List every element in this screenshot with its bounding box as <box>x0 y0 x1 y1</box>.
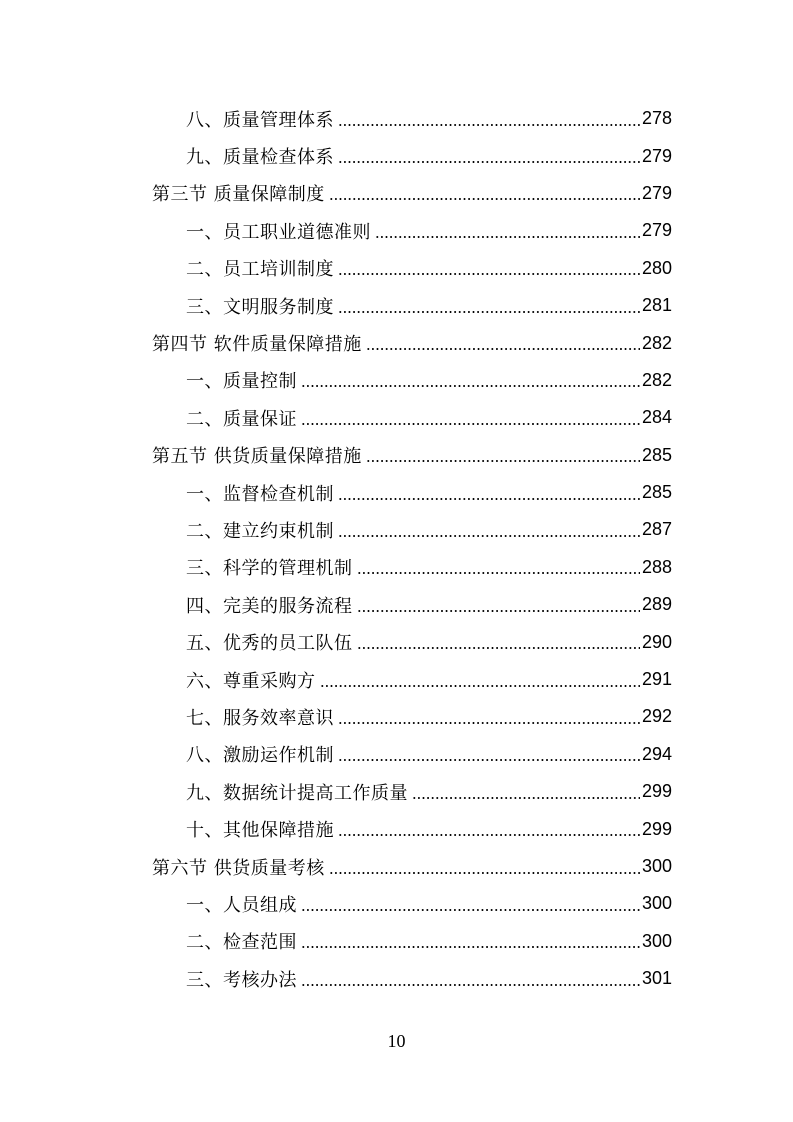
toc-dot-leader <box>338 821 640 841</box>
toc-entry-title: 二、建立约束机制 <box>186 520 334 542</box>
toc-subsection-entry[interactable] <box>0 287 793 324</box>
toc-entry-page-number: 294 <box>641 743 672 764</box>
toc-entry-title: 第三节 质量保障制度 <box>152 184 325 206</box>
toc-entry-title: 九、质量检查体系 <box>186 147 334 169</box>
toc-subsection-entry[interactable] <box>0 923 793 960</box>
toc-dot-leader <box>301 933 640 953</box>
toc-entry-page-number: 285 <box>641 482 672 503</box>
toc-entry-title: 第五节 供货质量保障措施 <box>152 446 362 468</box>
toc-entry-page-number: 299 <box>641 781 672 802</box>
toc-entry-title: 三、文明服务制度 <box>186 296 334 318</box>
toc-dot-leader <box>338 298 640 318</box>
toc-entry-page-number: 300 <box>641 893 672 914</box>
toc-subsection-entry[interactable] <box>0 511 793 548</box>
toc-dot-leader <box>338 111 640 131</box>
toc-dot-leader <box>301 971 640 991</box>
toc-entry-title: 三、考核办法 <box>186 969 297 991</box>
toc-dot-leader <box>357 597 640 617</box>
toc-dot-leader <box>366 447 640 467</box>
toc-dot-leader <box>329 185 640 205</box>
toc-dot-leader <box>320 672 640 692</box>
toc-subsection-entry[interactable] <box>0 474 793 511</box>
toc-entry-page-number: 281 <box>641 295 672 316</box>
toc-subsection-entry[interactable] <box>0 773 793 810</box>
toc-entry-page-number: 290 <box>641 631 672 652</box>
toc-dot-leader <box>329 859 640 879</box>
toc-entry-page-number: 300 <box>641 930 672 951</box>
toc-section-entry[interactable] <box>0 324 793 361</box>
toc-entry-page-number: 282 <box>641 332 672 353</box>
toc-dot-leader <box>412 784 640 804</box>
toc-entry-page-number: 284 <box>641 407 672 428</box>
toc-entry-page-number: 282 <box>641 369 672 390</box>
toc-entry-title: 二、质量保证 <box>186 408 297 430</box>
toc-subsection-entry[interactable] <box>0 960 793 997</box>
toc-dot-leader <box>366 335 640 355</box>
toc-section-entry[interactable] <box>0 175 793 212</box>
toc-entry-page-number: 279 <box>641 220 672 241</box>
toc-subsection-entry[interactable] <box>0 212 793 249</box>
toc-subsection-entry[interactable] <box>0 399 793 436</box>
toc-dot-leader <box>301 372 640 392</box>
toc-subsection-entry[interactable] <box>0 549 793 586</box>
table-of-contents <box>0 100 793 997</box>
toc-entry-title: 第四节 软件质量保障措施 <box>152 334 362 356</box>
toc-entry-title: 一、员工职业道德准则 <box>186 221 371 243</box>
toc-dot-leader <box>338 522 640 542</box>
toc-dot-leader <box>301 896 640 916</box>
toc-dot-leader <box>375 223 640 243</box>
toc-entry-title: 九、数据统计提高工作质量 <box>186 782 408 804</box>
toc-entry-title: 八、激励运作机制 <box>186 745 334 767</box>
toc-entry-page-number: 288 <box>641 556 672 577</box>
toc-dot-leader <box>357 634 640 654</box>
toc-subsection-entry[interactable] <box>0 362 793 399</box>
toc-subsection-entry[interactable] <box>0 661 793 698</box>
toc-entry-page-number: 289 <box>641 594 672 615</box>
toc-entry-title: 八、质量管理体系 <box>186 109 334 131</box>
toc-entry-page-number: 301 <box>641 968 672 989</box>
toc-entry-page-number: 299 <box>641 818 672 839</box>
toc-entry-page-number: 287 <box>641 519 672 540</box>
toc-dot-leader <box>338 260 640 280</box>
toc-entry-title: 四、完美的服务流程 <box>186 595 353 617</box>
toc-entry-title: 一、质量控制 <box>186 371 297 393</box>
toc-dot-leader <box>338 148 640 168</box>
toc-subsection-entry[interactable] <box>0 250 793 287</box>
toc-subsection-entry[interactable] <box>0 885 793 922</box>
toc-entry-title: 三、科学的管理机制 <box>186 558 353 580</box>
toc-subsection-entry[interactable] <box>0 137 793 174</box>
toc-subsection-entry[interactable] <box>0 810 793 847</box>
toc-dot-leader <box>338 709 640 729</box>
page-number: 10 <box>387 1031 406 1051</box>
toc-subsection-entry[interactable] <box>0 698 793 735</box>
toc-entry-title: 二、检查范围 <box>186 932 297 954</box>
toc-dot-leader <box>338 746 640 766</box>
toc-entry-title: 十、其他保障措施 <box>186 820 334 842</box>
toc-entry-title: 一、监督检查机制 <box>186 483 334 505</box>
toc-subsection-entry[interactable] <box>0 623 793 660</box>
toc-dot-leader <box>301 410 640 430</box>
toc-entry-title: 五、优秀的员工队伍 <box>186 633 353 655</box>
toc-entry-title: 七、服务效率意识 <box>186 707 334 729</box>
toc-entry-title: 一、人员组成 <box>186 894 297 916</box>
toc-entry-title: 二、员工培训制度 <box>186 259 334 281</box>
toc-subsection-entry[interactable] <box>0 100 793 137</box>
toc-section-entry[interactable] <box>0 848 793 885</box>
toc-entry-page-number: 280 <box>641 257 672 278</box>
toc-entry-page-number: 291 <box>641 669 672 690</box>
toc-entry-page-number: 278 <box>641 108 672 129</box>
toc-subsection-entry[interactable] <box>0 736 793 773</box>
toc-entry-title: 第六节 供货质量考核 <box>152 857 325 879</box>
toc-section-entry[interactable] <box>0 437 793 474</box>
toc-dot-leader <box>338 485 640 505</box>
toc-entry-page-number: 285 <box>641 444 672 465</box>
toc-entry-page-number: 292 <box>641 706 672 727</box>
toc-dot-leader <box>357 559 640 579</box>
toc-entry-page-number: 300 <box>641 856 672 876</box>
toc-subsection-entry[interactable] <box>0 586 793 623</box>
toc-entry-page-number: 279 <box>641 145 672 166</box>
toc-entry-title: 六、尊重采购方 <box>186 670 316 692</box>
toc-entry-page-number: 279 <box>641 182 672 203</box>
